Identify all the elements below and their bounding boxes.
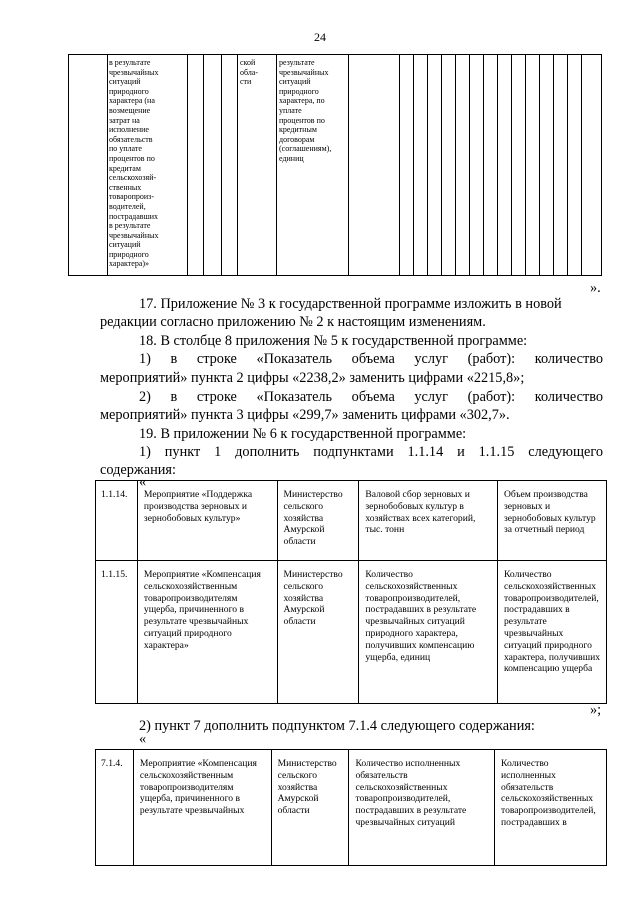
- cell-indicator: Количество сельскохозяйственных товаропроизводителей, пострадавших в результате чрезвычайных ситуаций природного характера, получивших компенсацию ущерба, единиц: [359, 561, 498, 704]
- cell-region-text: ской обла- сти: [240, 58, 259, 87]
- paragraph-18: 18. В столбце 8 приложения № 5 к государственной программе:: [139, 333, 528, 349]
- cell-ministry: Министерство сельского хозяйства Амурской области: [271, 750, 349, 866]
- column-divider: [237, 55, 238, 275]
- column-divider: [497, 55, 498, 275]
- paragraph-19-1-line1: 1) пункт 1 дополнить подпунктами 1.1.14 и 1.1.15 следующего: [139, 444, 603, 460]
- cell-event-text: в результате чрезвычайных ситуаций природного характера (на возмещение затрат на исполнение обязательств по уплате процентов по кредитам сельскохозяй- ственных товаропроиз- водителей, пострадавших в результате чрезвычайных ситуаций природного характера)»: [109, 58, 159, 269]
- column-divider: [483, 55, 484, 275]
- column-divider: [187, 55, 188, 275]
- column-divider: [553, 55, 554, 275]
- column-divider: [107, 55, 108, 275]
- closing-quote: ».: [590, 280, 601, 296]
- cell-indicator-text: результате чрезвычайных ситуаций природного характера, по уплате процентов по кредитным договорам (соглашениям), единиц: [279, 58, 332, 163]
- subitems-table: [95, 480, 607, 704]
- column-divider: [399, 55, 400, 275]
- cell-result: Количество исполненных обязательств сельскохозяйственных товаропроизводителей, пострадавших в: [495, 750, 607, 866]
- cell-number: 1.1.15.: [96, 561, 138, 704]
- cell-indicator: Количество исполненных обязательств сельскохозяйственных товаропроизводителей, пострадавших в результате чрезвычайных ситуаций: [349, 750, 495, 866]
- column-divider: [413, 55, 414, 275]
- paragraph-18-1-line1: 1) в строке «Показатель объема услуг (работ): количество: [139, 351, 603, 367]
- cell-ministry: Министерство сельского хозяйства Амурской области: [277, 561, 359, 704]
- cell-result: Объем производства зерновых и зернобобовых культур за отчетный период: [498, 481, 607, 561]
- column-divider: [276, 55, 277, 275]
- continuation-table: [68, 54, 602, 276]
- paragraph-18-2-line2: мероприятий» пункта 3 цифры «299,7» заменить цифрами «302,7».: [100, 407, 510, 423]
- column-divider: [441, 55, 442, 275]
- paragraph-19: 19. В приложении № 6 к государственной программе:: [139, 426, 467, 442]
- column-divider: [427, 55, 428, 275]
- opening-quote: «: [139, 731, 147, 747]
- column-divider: [203, 55, 204, 275]
- column-divider: [348, 55, 349, 275]
- table-row: [96, 561, 607, 704]
- table-row: [96, 750, 607, 866]
- cell-indicator: Валовой сбор зерновых и зернобобовых культур в хозяйствах всех категорий, тыс. тонн: [359, 481, 498, 561]
- column-divider: [511, 55, 512, 275]
- cell-ministry: Министерство сельского хозяйства Амурской области: [277, 481, 359, 561]
- table-row: [96, 481, 607, 561]
- cell-number: 1.1.14.: [96, 481, 138, 561]
- paragraph-19-1-line2: содержания:: [100, 462, 176, 478]
- cell-event: Мероприятие «Компенсация сельскохозяйственным товаропроизводителям ущерба, причиненного в результате чрезвычайных ситуаций природного характера»: [137, 561, 277, 704]
- cell-event: Мероприятие «Компенсация сельскохозяйственным товаропроизводителям ущерба, причиненного в результате чрезвычайных: [133, 750, 271, 866]
- column-divider: [567, 55, 568, 275]
- cell-number: 7.1.4.: [96, 750, 134, 866]
- page-number: 24: [314, 30, 326, 44]
- column-divider: [525, 55, 526, 275]
- paragraph-18-2-line1: 2) в строке «Показатель объема услуг (работ): количество: [139, 389, 603, 405]
- paragraph-18-1-line2: мероприятий» пункта 2 цифры «2238,2» заменить цифрами «2215,8»;: [100, 370, 525, 386]
- column-divider: [221, 55, 222, 275]
- column-divider: [455, 55, 456, 275]
- cell-event: Мероприятие «Поддержка производства зерновых и зернобобовых культур»: [137, 481, 277, 561]
- cell-result: Количество сельскохозяйственных товаропроизводителей, пострадавших в результате чрезвычайных ситуаций природного характера, получивших компенсацию ущерба: [498, 561, 607, 704]
- column-divider: [469, 55, 470, 275]
- column-divider: [581, 55, 582, 275]
- opening-quote: «: [139, 474, 147, 490]
- subitem-7-table: [95, 749, 607, 866]
- paragraph-19-2: 2) пункт 7 дополнить подпунктом 7.1.4 следующего содержания:: [139, 718, 535, 734]
- paragraph-17-line2: редакции согласно приложению № 2 к настоящим изменениям.: [100, 314, 486, 330]
- column-divider: [539, 55, 540, 275]
- paragraph-17-line1: 17. Приложение № 3 к государственной программе изложить в новой: [139, 296, 562, 312]
- closing-quote: »;: [590, 702, 602, 718]
